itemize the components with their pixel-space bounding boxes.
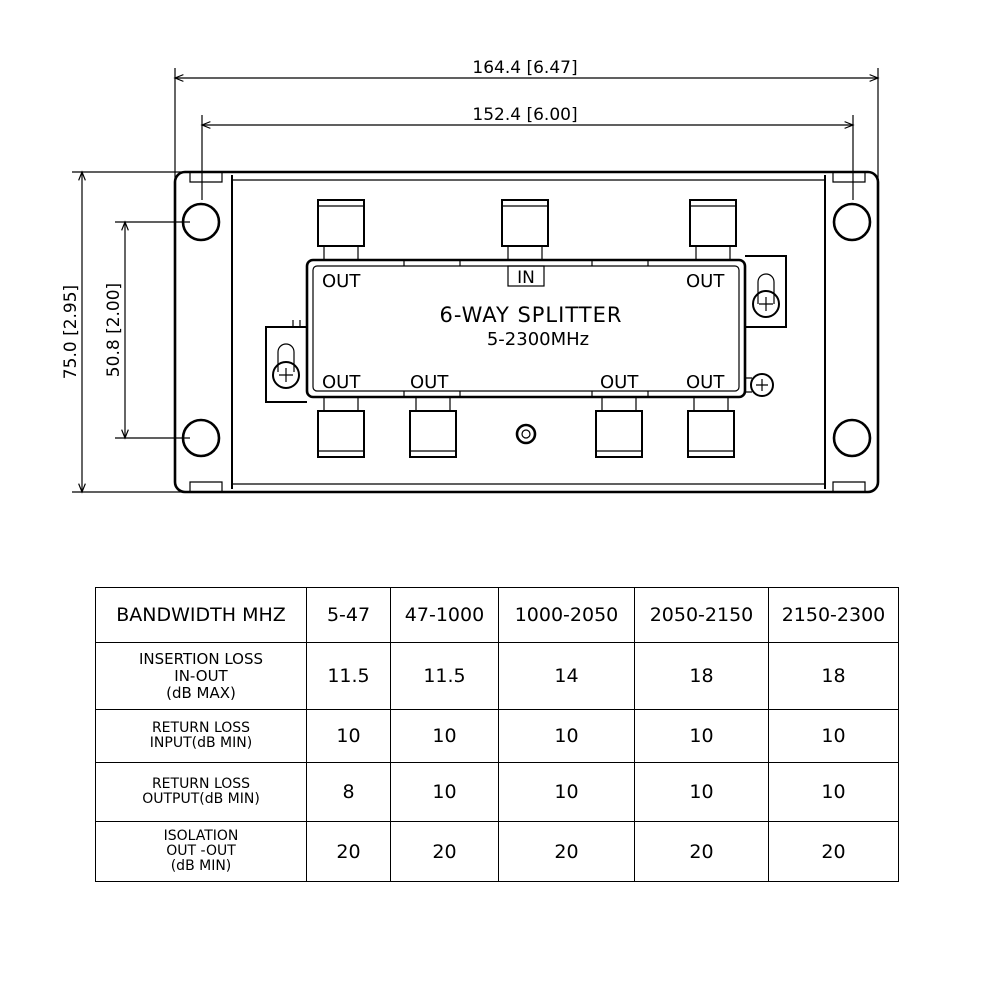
f-connector [318, 200, 364, 260]
table-cell: 10 [769, 710, 899, 763]
device-title: 6-WAY SPLITTER [439, 303, 623, 327]
table-cell: 11.5 [391, 643, 499, 710]
f-connector [410, 397, 456, 457]
bottom-connectors [318, 397, 734, 457]
table-cell: 10 [635, 710, 769, 763]
table-cell: 14 [499, 643, 635, 710]
table-cell: 10 [307, 710, 391, 763]
port-label: OUT [600, 372, 639, 393]
port-label: OUT [686, 271, 725, 292]
hole-spacing-width-label: 152.4 [6.00] [472, 105, 578, 125]
table-row [96, 643, 899, 710]
row-label: RETURN LOSS OUTPUT(dB MIN) [96, 763, 307, 822]
table-cell: 10 [769, 763, 899, 822]
top-connectors [318, 200, 736, 260]
ground-screw [745, 374, 773, 396]
table-header-cell: 5-47 [307, 588, 391, 643]
f-connector [688, 397, 734, 457]
mounting-hole [834, 420, 870, 456]
table-header-row [96, 588, 899, 643]
hole-spacing-width-dimension [202, 105, 853, 200]
right-mounting-ear [745, 256, 786, 327]
f-connector [690, 200, 736, 260]
device-frequency: 5-2300MHz [486, 329, 590, 350]
table-cell: 20 [635, 822, 769, 882]
port-label: OUT [322, 271, 361, 292]
table-cell: 10 [499, 710, 635, 763]
table-row [96, 822, 899, 882]
f-connector-input [502, 200, 548, 260]
row-label: INSERTION LOSS IN-OUT (dB MAX) [96, 643, 307, 710]
overall-width-dimension [175, 58, 878, 200]
port-label: OUT [322, 372, 361, 393]
table-cell: 11.5 [307, 643, 391, 710]
table-cell: 10 [391, 763, 499, 822]
input-label: IN [517, 268, 535, 288]
row-label: ISOLATION OUT -OUT (dB MIN) [96, 822, 307, 882]
table-header-cell: 2150-2300 [769, 588, 899, 643]
table-cell: 8 [307, 763, 391, 822]
table-cell: 20 [769, 822, 899, 882]
hole-spacing-height-dimension [104, 222, 190, 438]
overall-height-label: 75.0 [2.95] [61, 284, 81, 380]
table-header-cell: 2050-2150 [635, 588, 769, 643]
table-cell: 20 [391, 822, 499, 882]
splitter-body [307, 260, 745, 397]
table-row [96, 710, 899, 763]
table-cell: 10 [499, 763, 635, 822]
mounting-hole [834, 204, 870, 240]
table-cell: 10 [391, 710, 499, 763]
port-label: OUT [410, 372, 449, 393]
left-mounting-ear [266, 320, 307, 402]
table-header-cell: 1000-2050 [499, 588, 635, 643]
table-row [96, 763, 899, 822]
table-cell: 10 [635, 763, 769, 822]
table-cell: 20 [307, 822, 391, 882]
row-label: RETURN LOSS INPUT(dB MIN) [96, 710, 307, 763]
table-cell: 20 [499, 822, 635, 882]
port-label: OUT [686, 372, 725, 393]
table-cell: 18 [635, 643, 769, 710]
table-cell: 18 [769, 643, 899, 710]
ground-hole [517, 425, 535, 443]
overall-width-label: 164.4 [6.47] [472, 58, 578, 78]
f-connector [596, 397, 642, 457]
f-connector [318, 397, 364, 457]
table-header-cell: BANDWIDTH MHZ [96, 588, 307, 643]
hole-spacing-height-label: 50.8 [2.00] [104, 282, 124, 378]
specification-table [95, 587, 899, 882]
table-header-cell: 47-1000 [391, 588, 499, 643]
